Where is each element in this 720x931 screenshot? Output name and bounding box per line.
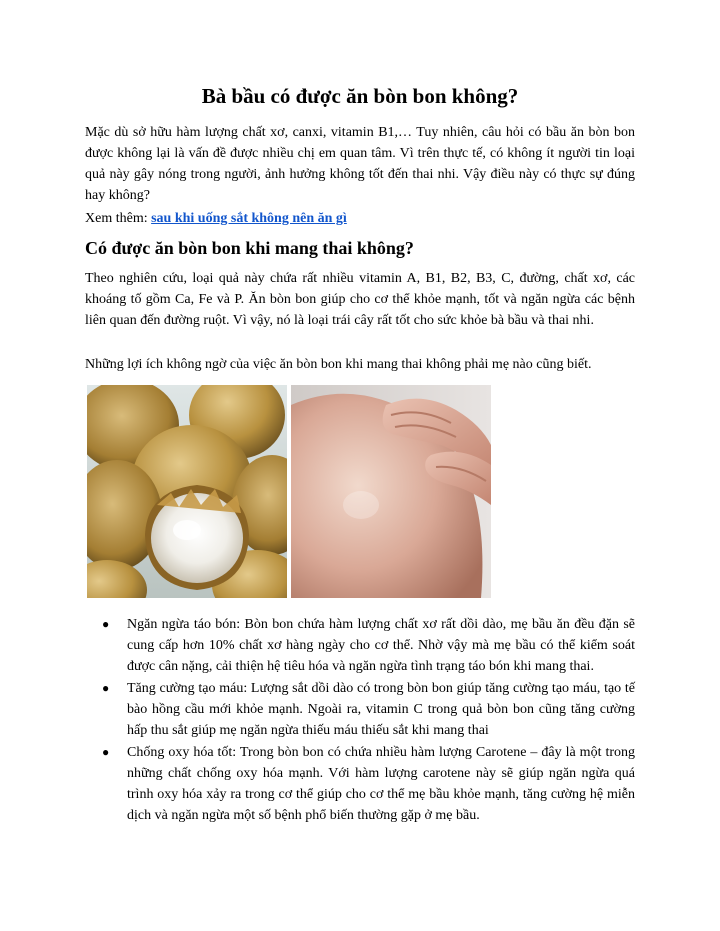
benefits-intro: Những lợi ích không ngờ của việc ăn bòn bon khi mang thai không phải mẹ nào cũng biết. bbox=[85, 357, 592, 372]
nutrition-paragraph: Theo nghiên cứu, loại quả này chứa rất nhiều vitamin A, B1, B2, B3, C, đường, chất xơ, các khoáng tố gồm Ca, Fe và P. Ăn bòn bon giúp cho cơ thể khỏe mạnh, tốt và ngăn ngừa các bệnh liên quan đến đường ruột. Vì vậy, nó là loại trái cây rất tốt cho sức khỏe bà bầu và thai nhi. bbox=[85, 271, 635, 328]
bonbon-fruit-image bbox=[87, 385, 287, 598]
list-item-text: Tăng cường tạo máu: Lượng sắt dồi dào có trong bòn bon giúp tăng cường tạo máu, tạo tế bào hồng cầu mới khỏe mạnh. Ngoài ra, vitamin C trong quả bòn bon cũng tăng cường hấp thu sắt giúp mẹ ngăn ngừa thiếu máu thiếu sắt khi mang thai bbox=[127, 681, 635, 738]
see-also bbox=[85, 208, 635, 229]
list-item-text: Chống oxy hóa tốt: Trong bòn bon có chứa nhiều hàm lượng Carotene – đây là một trong những chất chống oxy hóa mạnh. Với hàm lượng carotene này sẽ giúp ngăn ngừa quá trình oxy hóa xảy ra trong cơ thể giúp cho cơ thể mẹ bầu khỏe mạnh, tăng cường hệ miễn dịch và ngăn ngừa một số bệnh phổ biến thường gặp ở mẹ bầu. bbox=[127, 745, 635, 823]
list-item bbox=[85, 742, 635, 826]
see-also-prefix: Xem thêm: bbox=[85, 211, 152, 226]
bullet-icon: ● bbox=[102, 681, 110, 695]
see-also-link[interactable]: sau khi uống sắt không nên ăn gì bbox=[151, 211, 347, 226]
list-item-text: Ngăn ngừa táo bón: Bòn bon chứa hàm lượng chất xơ rất dồi dào, mẹ bầu ăn đều đặn sẽ cung cấp hơn 10% chất xơ hàng ngày cho cơ thể. Nhờ vậy mà mẹ bầu có thể kiểm soát được cân nặng, cải thiện hệ tiêu hóa và ngăn ngừa tình trạng táo bón khi mang thai. bbox=[127, 617, 635, 674]
page-title: Bà bầu có được ăn bòn bon không? bbox=[201, 84, 519, 108]
bullet-icon: ● bbox=[102, 745, 110, 759]
intro-paragraph: Mặc dù sở hữu hàm lượng chất xơ, canxi, vitamin B1,… Tuy nhiên, câu hỏi có bầu ăn bòn bon được không lại là vấn đề được nhiều chị em quan tâm. Vì trên thực tế, có không ít người tin loại quả này gây nóng trong người, ảnh hưởng không tốt đến thai nhi. Vậy điều này có thực sự đúng hay không? bbox=[85, 125, 635, 203]
pregnant-belly-image bbox=[291, 385, 491, 598]
section-heading: Có được ăn bòn bon khi mang thai không? bbox=[85, 238, 414, 258]
list-item bbox=[85, 614, 635, 677]
article-photo bbox=[87, 385, 491, 598]
bullet-icon: ● bbox=[102, 617, 110, 631]
benefits-list bbox=[85, 614, 635, 827]
list-item bbox=[85, 678, 635, 741]
